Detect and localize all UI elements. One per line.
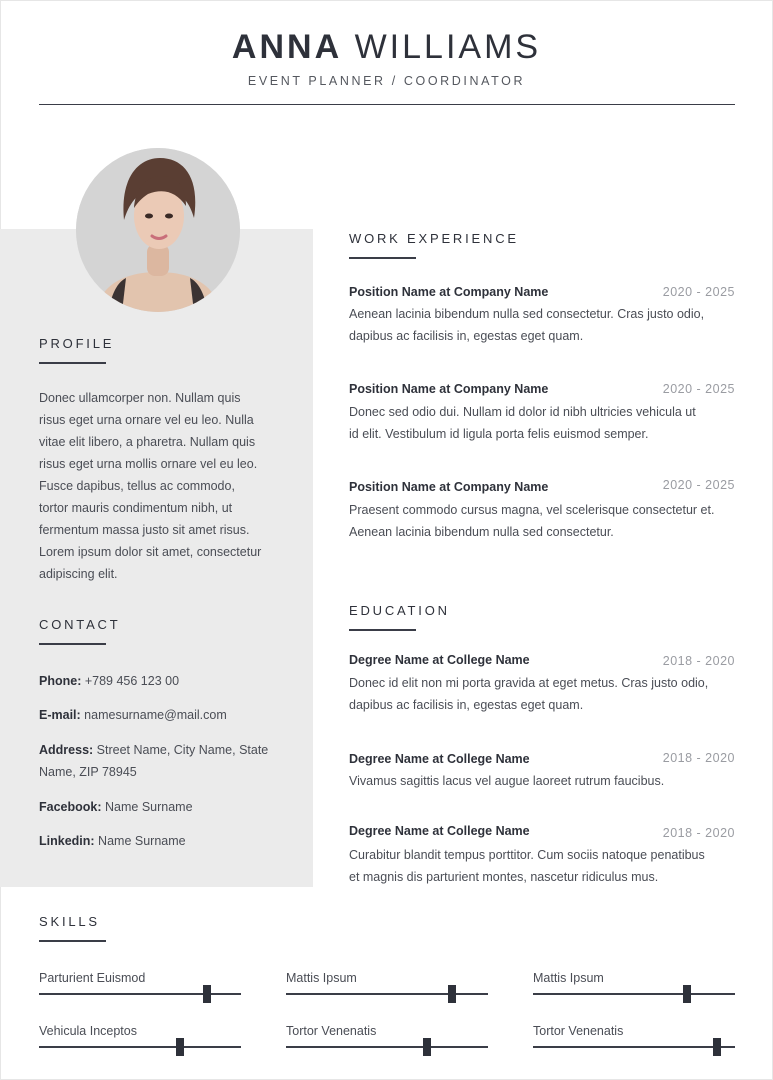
skill-bar bbox=[286, 993, 488, 995]
work-entry-years: 2020 - 2025 bbox=[662, 285, 735, 299]
candidate-name bbox=[0, 28, 773, 67]
skill-level-marker bbox=[713, 1038, 721, 1056]
skill-bar bbox=[39, 993, 241, 995]
skill-level-marker bbox=[423, 1038, 431, 1056]
linkedin-value: Name Surname bbox=[98, 834, 186, 848]
first-name: ANNA bbox=[231, 28, 343, 66]
work-experience-heading: WORK EXPERIENCE bbox=[349, 231, 519, 246]
profile-line: Donec ullamcorper non. Nullam quis bbox=[39, 391, 241, 405]
contact-address bbox=[39, 739, 294, 783]
education-heading-rule bbox=[349, 629, 416, 631]
profile-line: Lorem ipsum dolor sit amet, consectetur bbox=[39, 545, 262, 559]
profile-heading-rule bbox=[39, 362, 106, 364]
skill-bar bbox=[533, 993, 735, 995]
education-entry-years: 2018 - 2020 bbox=[662, 654, 735, 668]
address-value-line2: Name, ZIP 78945 bbox=[39, 765, 137, 779]
contact-linkedin bbox=[39, 830, 294, 852]
skill-level-marker bbox=[203, 985, 211, 1003]
email-value: namesurname@mail.com bbox=[84, 708, 227, 722]
work-entry-title: Position Name at Company Name bbox=[349, 480, 549, 494]
contact-heading: CONTACT bbox=[39, 617, 121, 632]
education-entry-description bbox=[349, 770, 739, 792]
skill-bar bbox=[286, 1046, 488, 1048]
work-entry-years: 2020 - 2025 bbox=[662, 478, 735, 492]
education-entry-description bbox=[349, 844, 739, 888]
description-line: dapibus ac facilisis in, egestas eget quam. bbox=[349, 698, 584, 712]
education-entry-title: Degree Name at College Name bbox=[349, 752, 530, 766]
contact-email bbox=[39, 704, 294, 726]
facebook-value: Name Surname bbox=[105, 800, 193, 814]
description-line: Donec id elit non mi porta gravida at eget metus. Cras justo odio, bbox=[349, 676, 709, 690]
description-line: Aenean lacinia bibendum nulla sed consectetur. Cras justo odio, bbox=[349, 307, 705, 321]
portrait-illustration bbox=[76, 148, 240, 312]
work-heading-rule bbox=[349, 257, 416, 259]
phone-label: Phone: bbox=[39, 674, 82, 688]
skill-label: Mattis Ipsum bbox=[286, 971, 357, 985]
contact-phone bbox=[39, 670, 294, 692]
profile-summary bbox=[39, 387, 304, 585]
contact-heading-rule bbox=[39, 643, 106, 645]
description-line: Curabitur blandit tempus porttitor. Cum sociis natoque penatibus bbox=[349, 848, 705, 862]
description-line: Vivamus sagittis lacus vel augue laoreet rutrum faucibus. bbox=[349, 774, 665, 788]
skill-label: Tortor Venenatis bbox=[533, 1024, 624, 1038]
email-label: E-mail: bbox=[39, 708, 81, 722]
skills-heading: SKILLS bbox=[39, 914, 100, 929]
facebook-label: Facebook: bbox=[39, 800, 102, 814]
skill-label: Parturient Euismod bbox=[39, 971, 146, 985]
work-entry-years: 2020 - 2025 bbox=[662, 382, 735, 396]
profile-line: tortor mauris condimentum nibh, ut bbox=[39, 501, 233, 515]
contact-facebook bbox=[39, 796, 294, 818]
phone-value: +789 456 123 00 bbox=[84, 674, 180, 688]
address-label: Address: bbox=[39, 743, 94, 757]
description-line: Aenean lacinia bibendum nulla sed consectetur. bbox=[349, 525, 614, 539]
skill-label: Mattis Ipsum bbox=[533, 971, 604, 985]
profile-line: risus eget urna ornare vel eu leo. Nulla bbox=[39, 413, 254, 427]
work-entry-description bbox=[349, 499, 739, 543]
description-line: et magnis dis parturient montes, nascetur ridiculus mus. bbox=[349, 870, 659, 884]
work-entry-title: Position Name at Company Name bbox=[349, 285, 549, 299]
header-divider bbox=[39, 104, 735, 105]
skills-heading-rule bbox=[39, 940, 106, 942]
profile-line: risus eget urna mollis ornare vel eu leo. bbox=[39, 457, 258, 471]
work-entry-description bbox=[349, 401, 739, 445]
skill-bar bbox=[533, 1046, 735, 1048]
skill-level-marker bbox=[448, 985, 456, 1003]
education-entry-years: 2018 - 2020 bbox=[662, 826, 735, 840]
linkedin-label: Linkedin: bbox=[39, 834, 95, 848]
education-entry-description bbox=[349, 672, 739, 716]
skill-label: Tortor Venenatis bbox=[286, 1024, 377, 1038]
profile-line: fermentum massa justo sit amet risus. bbox=[39, 523, 250, 537]
address-value-line1: Street Name, City Name, State bbox=[96, 743, 269, 757]
profile-heading: PROFILE bbox=[39, 336, 115, 351]
skill-level-marker bbox=[176, 1038, 184, 1056]
profile-line: Fusce dapibus, tellus ac commodo, bbox=[39, 479, 235, 493]
education-entry-years: 2018 - 2020 bbox=[662, 751, 735, 765]
skill-bar bbox=[39, 1046, 241, 1048]
job-title: EVENT PLANNER / COORDINATOR bbox=[247, 74, 526, 88]
description-line: dapibus ac facilisis in, egestas eget quam. bbox=[349, 329, 584, 343]
education-entry-title: Degree Name at College Name bbox=[349, 653, 530, 667]
skill-label: Vehicula Inceptos bbox=[39, 1024, 137, 1038]
education-heading: EDUCATION bbox=[349, 603, 450, 618]
education-entry-title: Degree Name at College Name bbox=[349, 824, 530, 838]
profile-line: adipiscing elit. bbox=[39, 567, 118, 581]
profile-line: vitae elit libero, a pharetra. Nullam quis bbox=[39, 435, 256, 449]
profile-photo bbox=[76, 148, 240, 312]
description-line: Donec sed odio dui. Nullam id dolor id nibh ultricies vehicula ut bbox=[349, 405, 696, 419]
description-line: Praesent commodo cursus magna, vel scelerisque consectetur et. bbox=[349, 503, 715, 517]
last-name: WILLIAMS bbox=[354, 28, 542, 66]
skill-level-marker bbox=[683, 985, 691, 1003]
work-entry-description bbox=[349, 303, 739, 347]
description-line: id elit. Vestibulum id ligula porta felis euismod semper. bbox=[349, 427, 649, 441]
work-entry-title: Position Name at Company Name bbox=[349, 382, 549, 396]
